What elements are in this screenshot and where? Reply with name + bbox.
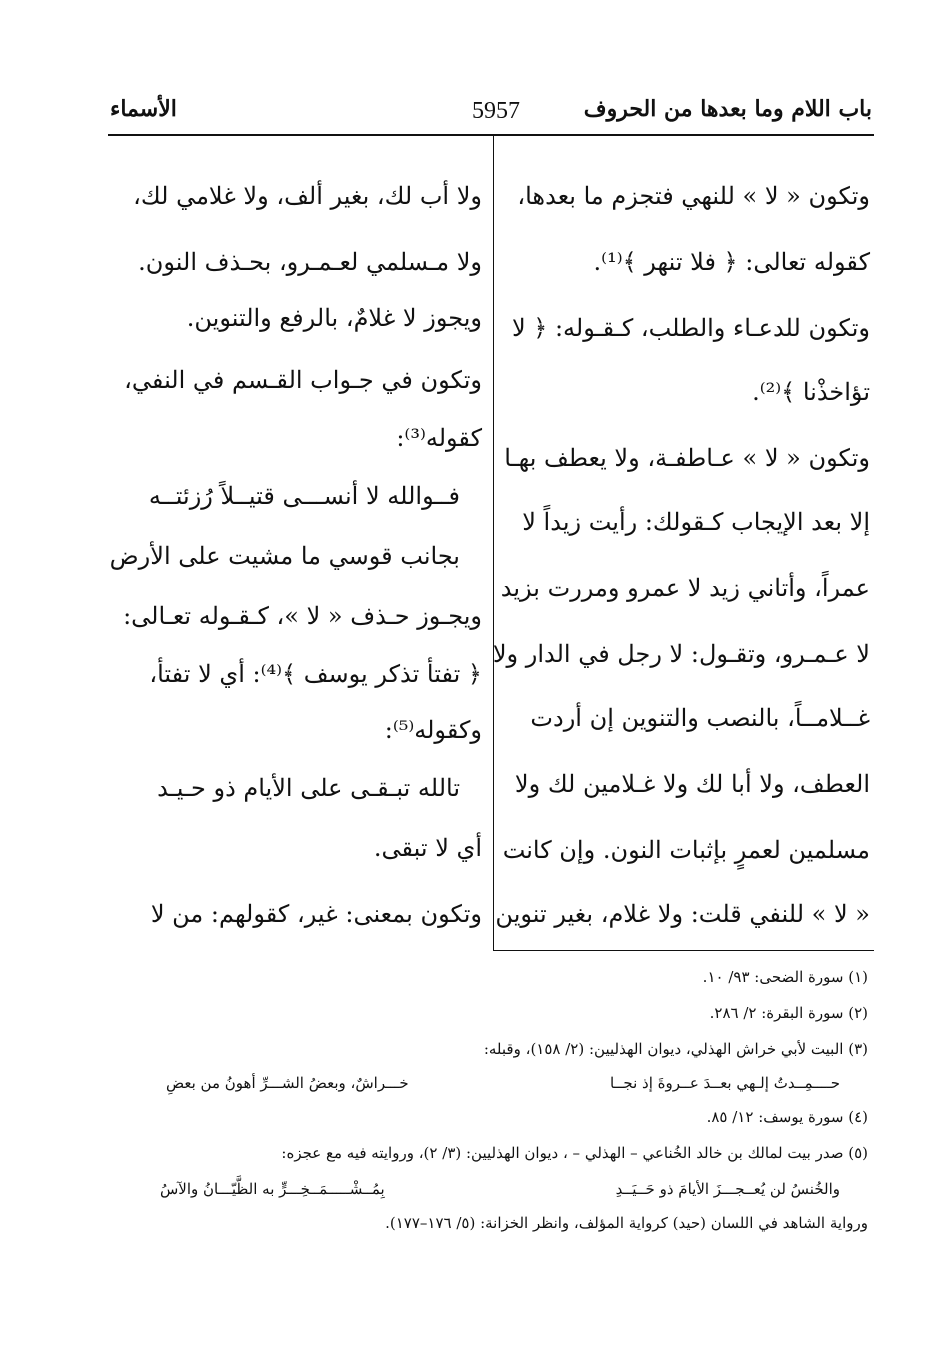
footnote-5-verse-first: والخُنسُ لن يُعــجـــزَ الأيامَ ذو حَــيَــدِ [615,1180,840,1198]
page-header [110,92,872,132]
footnote-3-verse-first: حــــمِــدتُ إلـهي بعــدَ عــروةَ إذ نجــا [610,1074,840,1092]
column-bottom-rule [493,950,874,951]
footnote-4: (٤) سورة يوسف: ١٢/ ٨٥. [706,1108,868,1126]
footnote-5: (٥) صدر بيت لمالك بن خالد الخُناعي – الهذلي – ، ديوان الهذليين: (٣/ ٢)، وروايته فيه مع عجزه: [281,1144,868,1162]
verse-line: فــوالله لا أنســـى قتيــلاً رُزئتــه [148,482,460,510]
footnote-3-verse-second: خـــراشٌ، وبعضُ الشـــرِّ أهونُ من بعضِ [166,1074,409,1092]
text-line: مسلمين لعمرٍ بإثبات النون. وإن كانت [502,836,870,864]
text-line: « لا » للنفي قلت: ولا غلام، بغير تنوين [495,900,870,928]
text-line: عمراً، وأتاني زيد لا عمرو ومررت بزيد [500,574,870,602]
text-line: وتكون « لا » للنهي فتجزم ما بعدها، [517,182,870,210]
chapter-title: باب اللام وما بعدها من الحروف [583,96,872,122]
text-line: وتكون في جـواب القـسم في النفي، [124,366,482,394]
text-line: ولا أب لك، بغير ألف، ولا غلامي لك، [133,182,482,210]
verse-line: تالله تبـقـى على الأيام ذو حـيـد [157,774,460,802]
text-line: تؤاخذْنا ﴾⁽²⁾. [752,378,870,406]
text-line: لا عـمـرو، وتقـول: لا رجل في الدار ولا [492,640,870,668]
verse-line: بجانب قوسي ما مشيت على الأرض [109,542,460,570]
text-line: وتكون « لا » عـاطفـة، ولا يعطف بهـا [504,444,870,472]
text-line: وتكون للدعـاء والطلب، كـقـوله: ﴿ لا [511,314,870,342]
text-line: كقوله تعالى: ﴿ فلا تنهر ﴾⁽¹⁾. [593,248,870,276]
footnote-1: (١) سورة الضحى: ٩٣/ ١٠. [702,968,868,986]
footnote-5-note: ورواية الشاهد في اللسان (حيد) كرواية المؤلف، وانظر الخزانة: (٥/ ١٧٦–١٧٧). [385,1214,868,1232]
footnote-2: (٢) سورة البقرة: ٢/ ٢٨٦. [709,1004,868,1022]
header-divider [108,134,874,136]
text-line: إلا بعد الإيجاب كـقولك: رأيت زيداً لا [522,508,870,536]
text-line: وتكون بمعنى: غير، كقولهم: من لا [150,900,482,928]
text-line: ويجوز لا غلامٌ، بالرفع والتنوين. [186,304,482,332]
text-line: أي لا تبقى. [373,834,482,862]
text-line: العطف، ولا أبا لك ولا غـلامين لك ولا [514,770,870,798]
text-line: وكقوله⁽⁵⁾: [384,716,482,744]
text-line: غــلامــاً، بالنصب والتنوين إن أردت [530,704,870,732]
section-title: الأسماء [110,96,177,122]
footnote-3: (٣) البيت لأبي خراش الهذلي، ديوان الهذليين: (٢/ ١٥٨)، وقبله: [483,1040,868,1058]
text-line: ولا مـسلمي لعـمـرو، بحـذف النون. [138,248,482,276]
page-number: 5957 [472,98,520,124]
text-line: كقوله⁽³⁾: [396,424,482,452]
text-line: ويجـوز حـذف « لا »، كـقـوله تعـالى: [123,602,482,630]
text-line: ﴿ تفتأ تذكر يوسف ﴾⁽⁴⁾: أي لا تفتأ، [149,660,482,688]
column-divider [493,136,494,950]
footnote-5-verse-second: بِمُــشْـــــمَــخِـــرٍّ به الظَّيّـــانُ والآسُ [160,1180,385,1198]
